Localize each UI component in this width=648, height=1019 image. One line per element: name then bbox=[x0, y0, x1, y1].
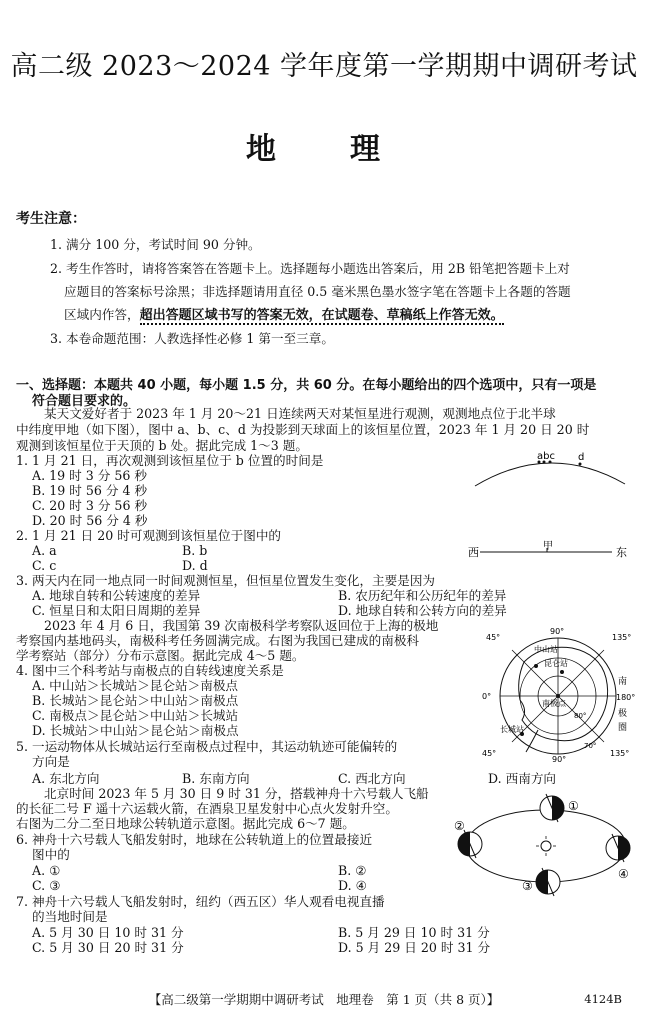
q1-stem: 1. 1 月 21 日，再次观测到该恒星位于 b 位置的时间是 bbox=[16, 453, 324, 468]
q3-option-c: C. 恒星日和太阳日周期的差异 bbox=[32, 603, 201, 618]
q4-option-b: B. 长城站＞昆仑站＞中山站＞南极点 bbox=[32, 693, 239, 708]
fig3-label-3: ③ bbox=[522, 879, 533, 893]
fig2-label-90-top: 90° bbox=[550, 627, 565, 636]
fig2-label-90-bottom: 90° bbox=[552, 755, 567, 764]
q1-option-d: D. 20 时 56 分 4 秒 bbox=[32, 513, 148, 528]
notice-item-1: 1. 满分 100 分，考试时间 90 分钟。 bbox=[50, 237, 261, 252]
section-heading-line2: 符合题目要求的。 bbox=[32, 394, 137, 409]
q7-option-c: C. 5 月 30 日 20 时 31 分 bbox=[32, 940, 184, 955]
passage2-line1: 2023 年 4 月 6 日，我国第 39 次南极科学考察队返回位于上海的极地 bbox=[44, 618, 439, 633]
q5-option-d: D. 西南方向 bbox=[488, 771, 557, 786]
station-kunlun: 昆仑站 bbox=[544, 659, 568, 668]
fig2-antarctic-circle-1: 南 bbox=[618, 677, 628, 687]
q5-option-a: A. 东北方向 bbox=[32, 771, 100, 786]
q7-option-b: B. 5 月 29 日 10 时 31 分 bbox=[338, 925, 490, 940]
passage3-line1: 北京时间 2023 年 5 月 30 日 9 时 31 分，搭载神舟十六号载人飞船 bbox=[44, 786, 429, 801]
q6-option-c: C. ③ bbox=[32, 878, 61, 893]
earth-position-2 bbox=[458, 830, 482, 858]
q5-stem: 5. 一运动物体从长城站运行至南极点过程中，其运动轨迹可能偏转的 bbox=[16, 739, 398, 754]
fig2-label-180: 180° bbox=[616, 693, 636, 702]
q6-stem: 6. 神舟十六号载人飞船发射时，地球在公转轨道上的位置最接近 bbox=[16, 832, 373, 847]
fig1-label-jia: 甲 bbox=[543, 541, 553, 552]
q1-option-b: B. 19 时 56 分 4 秒 bbox=[32, 483, 148, 498]
earth-position-3 bbox=[536, 868, 560, 896]
fig2-label-80: 80° bbox=[574, 712, 587, 720]
south-pole-label: 南极点 bbox=[542, 699, 566, 708]
passage2-line2: 考察国内基地码头，南极科考任务圆满完成。右图为我国已建成的南极科 bbox=[16, 633, 419, 648]
fig3-label-1: ① bbox=[568, 799, 579, 813]
fig2-label-135-br: 135° bbox=[610, 749, 630, 758]
passage2-line3: 学考察站（部分）分布示意图。据此完成 4～5 题。 bbox=[16, 648, 305, 663]
fig2-label-0: 0° bbox=[482, 692, 492, 701]
q1-option-c: C. 20 时 3 分 56 秒 bbox=[32, 498, 148, 513]
notice-item-2-cont: 应题目的答案标号涂黑；非选择题请用直径 0.5 毫米黑色墨水签字笔在答题卡上各题的答题 bbox=[64, 284, 571, 299]
fig1-label-d: d bbox=[578, 452, 585, 463]
earth-orbit-figure bbox=[452, 786, 638, 904]
fig1-label-west: 西 bbox=[468, 546, 479, 559]
notice-item-2: 2. 考生作答时，请将答案答在答题卡上。选择题每小题选出答案后，用 2B 铅笔把答题卡上对 bbox=[50, 261, 570, 276]
fig2-label-135-tr: 135° bbox=[612, 633, 632, 642]
q2-option-b: B. b bbox=[182, 543, 208, 558]
earth-position-1 bbox=[540, 794, 564, 822]
q2-option-c: C. c bbox=[32, 558, 57, 573]
q4-stem: 4. 图中三个科考站与南极点的自转线速度关系是 bbox=[16, 663, 284, 678]
q5-option-b: B. 东南方向 bbox=[182, 771, 250, 786]
fig2-antarctic-circle-2: 极 bbox=[618, 709, 628, 719]
q6-option-d: D. ④ bbox=[338, 878, 367, 893]
q7-option-a: A. 5 月 30 日 10 时 31 分 bbox=[32, 925, 184, 940]
station-zhongshan: 中山站 bbox=[534, 645, 558, 654]
fig1-label-east: 东 bbox=[616, 546, 627, 559]
fig2-label-45-tl: 45° bbox=[486, 633, 501, 642]
q7-stem-cont: 的当地时间是 bbox=[32, 909, 108, 924]
q1-option-a: A. 19 时 3 分 56 秒 bbox=[32, 468, 147, 483]
q4-option-a: A. 中山站＞长城站＞昆仑站＞南极点 bbox=[32, 678, 239, 693]
q4-option-c: C. 南极点＞昆仑站＞中山站＞长城站 bbox=[32, 708, 239, 723]
q2-option-d: D. d bbox=[182, 558, 208, 573]
q7-stem: 7. 神舟十六号载人飞船发射时，纽约（西五区）华人观看电视直播 bbox=[16, 894, 385, 909]
notice-heading: 考生注意： bbox=[16, 211, 86, 227]
notice-item-3: 3. 本卷命题范围：人教选择性必修 1 第一至三章。 bbox=[50, 331, 334, 346]
notice-item-2-cont2 bbox=[64, 306, 504, 324]
q7-option-d: D. 5 月 29 日 20 时 31 分 bbox=[338, 940, 491, 955]
fig2-label-70: 70° bbox=[584, 742, 597, 750]
fig1-label-abc: abc bbox=[537, 451, 555, 462]
passage3-line3: 右图为二分二至日地球公转轨道示意图。据此完成 6～7 题。 bbox=[16, 816, 355, 831]
notice-emphasis: 超出答题区域书写的答案无效，在试题卷、草稿纸上作答无效。 bbox=[139, 308, 504, 323]
page-footer: 【高二级第一学期期中调研考试 地理卷 第 1 页（共 8 页）】 bbox=[148, 992, 500, 1007]
fig3-label-4: ④ bbox=[618, 867, 629, 881]
section-heading-line1: 一、选择题：本题共 40 小题，每小题 1.5 分，共 60 分。在每小题给出的四个选项中，只有一项是 bbox=[16, 378, 597, 393]
antarctic-stations-map bbox=[472, 622, 638, 764]
q6-stem-cont: 图中的 bbox=[32, 847, 70, 862]
q2-stem: 2. 1 月 21 日 20 时可观测到该恒星位于图中的 bbox=[16, 528, 282, 543]
star-observation-figure bbox=[440, 446, 640, 566]
exam-title: 高二级 2023～2024 学年度第一学期期中调研考试 bbox=[10, 51, 638, 82]
fig3-label-2: ② bbox=[454, 819, 465, 833]
q5-option-c: C. 西北方向 bbox=[338, 771, 406, 786]
notice-item-2-text: 区域内作答， bbox=[64, 307, 140, 322]
q5-stem-cont: 方向是 bbox=[32, 754, 70, 769]
q3-option-b: B. 农历纪年和公历纪年的差异 bbox=[338, 588, 507, 603]
passage1-line1: 某天文爱好者于 2023 年 1 月 20～21 日连续两天对某恒星进行观测，观测地点位于北半球 bbox=[44, 406, 556, 421]
q3-option-d: D. 地球自转和公转方向的差异 bbox=[338, 603, 507, 618]
fig2-label-45-bl: 45° bbox=[482, 749, 497, 758]
fig2-antarctic-circle-3: 圈 bbox=[618, 723, 628, 733]
q3-stem: 3. 两天内在同一地点同一时间观测恒星，但恒星位置发生变化，主要是因为 bbox=[16, 573, 436, 588]
q6-option-a: A. ① bbox=[32, 863, 61, 878]
paper-code: 4124B bbox=[584, 992, 622, 1006]
q2-option-a: A. a bbox=[32, 543, 57, 558]
q4-option-d: D. 长城站＞中山站＞昆仑站＞南极点 bbox=[32, 723, 239, 738]
passage1-line2: 中纬度甲地（如下图），图中 a、b、c、d 为投影到天球面上的该恒星位置，2023 年 1 月 20 日 20 时 bbox=[16, 422, 590, 437]
station-changcheng: 长城站 bbox=[500, 725, 524, 734]
subject-title: 地 理 bbox=[246, 132, 402, 167]
earth-position-4 bbox=[606, 834, 630, 862]
q6-option-b: B. ② bbox=[338, 863, 367, 878]
q3-option-a: A. 地球自转和公转速度的差异 bbox=[32, 588, 201, 603]
passage1-line3: 观测到该恒星位于天顶的 b 处。据此完成 1～3 题。 bbox=[16, 438, 308, 453]
passage3-line2: 的长征二号 F 遥十六运载火箭，在酒泉卫星发射中心点火发射升空。 bbox=[16, 801, 398, 816]
